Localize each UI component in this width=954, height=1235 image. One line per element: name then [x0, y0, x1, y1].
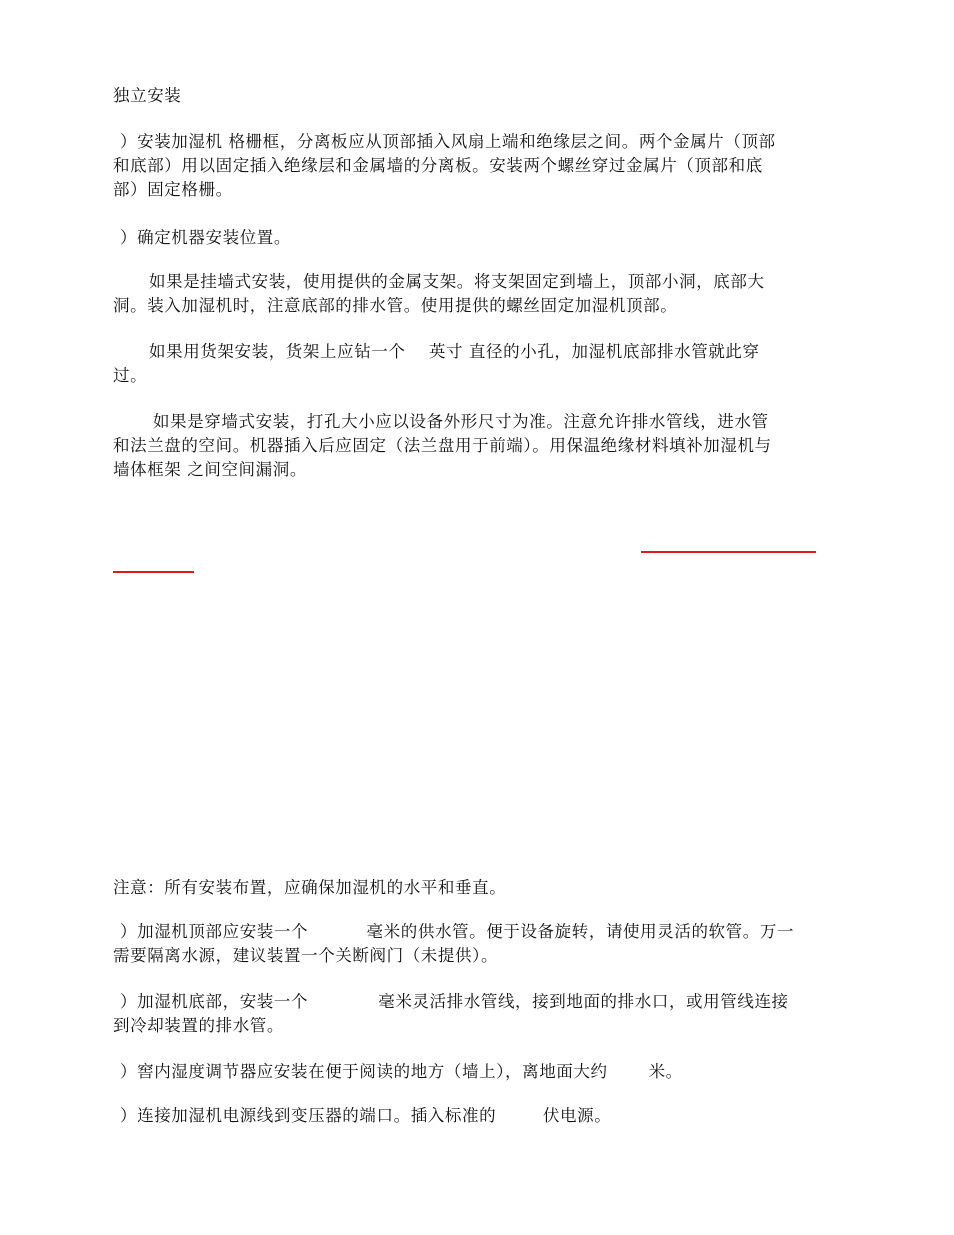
paragraph-5-line-3: 墙体框架 之间空间漏洞。	[113, 460, 307, 479]
step-2-line-1: ）加湿机底部，安装一个 毫米灵活排水管线，接到地面的排水口，或用管线连接	[120, 992, 789, 1011]
paragraph-1-line-3: 部）固定格栅。	[113, 180, 233, 199]
step-4-line-1: ）连接加湿机电源线到变压器的端口。插入标准的 伏电源。	[120, 1106, 612, 1125]
step-1-line-2: 需要隔离水源，建议装置一个关断阀门（未提供）。	[113, 946, 499, 965]
step-3-line-1: ）窖内湿度调节器应安装在便于阅读的地方（墙上），离地面大约 米。	[120, 1062, 683, 1081]
paragraph-5-line-2: 和法兰盘的空间。机器插入后应固定（法兰盘用于前端）。用保温绝缘材料填补加湿机与	[113, 436, 772, 455]
paragraph-5-line-1: 如果是穿墙式安装，打孔大小应以设备外形尺寸为准。注意允许排水管线，进水管	[153, 412, 769, 431]
step-2-line-2: 到冷却装置的排水管。	[113, 1016, 284, 1035]
step-1-line-1: ）加湿机顶部应安装一个 毫米的供水管。便于设备旋转，请使用灵活的软管。万一	[120, 922, 795, 941]
paragraph-1-line-1: ）安装加湿机 格栅框，分离板应从顶部插入风扇上端和绝缘层之间。两个金属片（顶部	[120, 132, 776, 151]
red-underline-2	[113, 571, 194, 573]
paragraph-3-line-2: 洞。装入加湿机时，注意底部的排水管。使用提供的螺丝固定加湿机顶部。	[113, 296, 678, 315]
section-heading: 独立安装	[113, 86, 182, 105]
red-underline-1	[641, 551, 816, 553]
note-text: 注意：所有安装布置，应确保加湿机的水平和垂直。	[113, 878, 507, 897]
paragraph-4-line-1: 如果用货架安装，货架上应钻一个 英寸 直径的小孔，加湿机底部排水管就此穿	[149, 342, 760, 361]
paragraph-2-line-1: ）确定机器安装位置。	[120, 228, 291, 247]
paragraph-4-line-2: 过。	[113, 366, 148, 385]
paragraph-1-line-2: 和底部）用以固定插入绝缘层和金属墙的分离板。安装两个螺丝穿过金属片（顶部和底	[113, 156, 763, 175]
paragraph-3-line-1: 如果是挂墙式安装，使用提供的金属支架。将支架固定到墙上，顶部小洞，底部大	[149, 272, 765, 291]
